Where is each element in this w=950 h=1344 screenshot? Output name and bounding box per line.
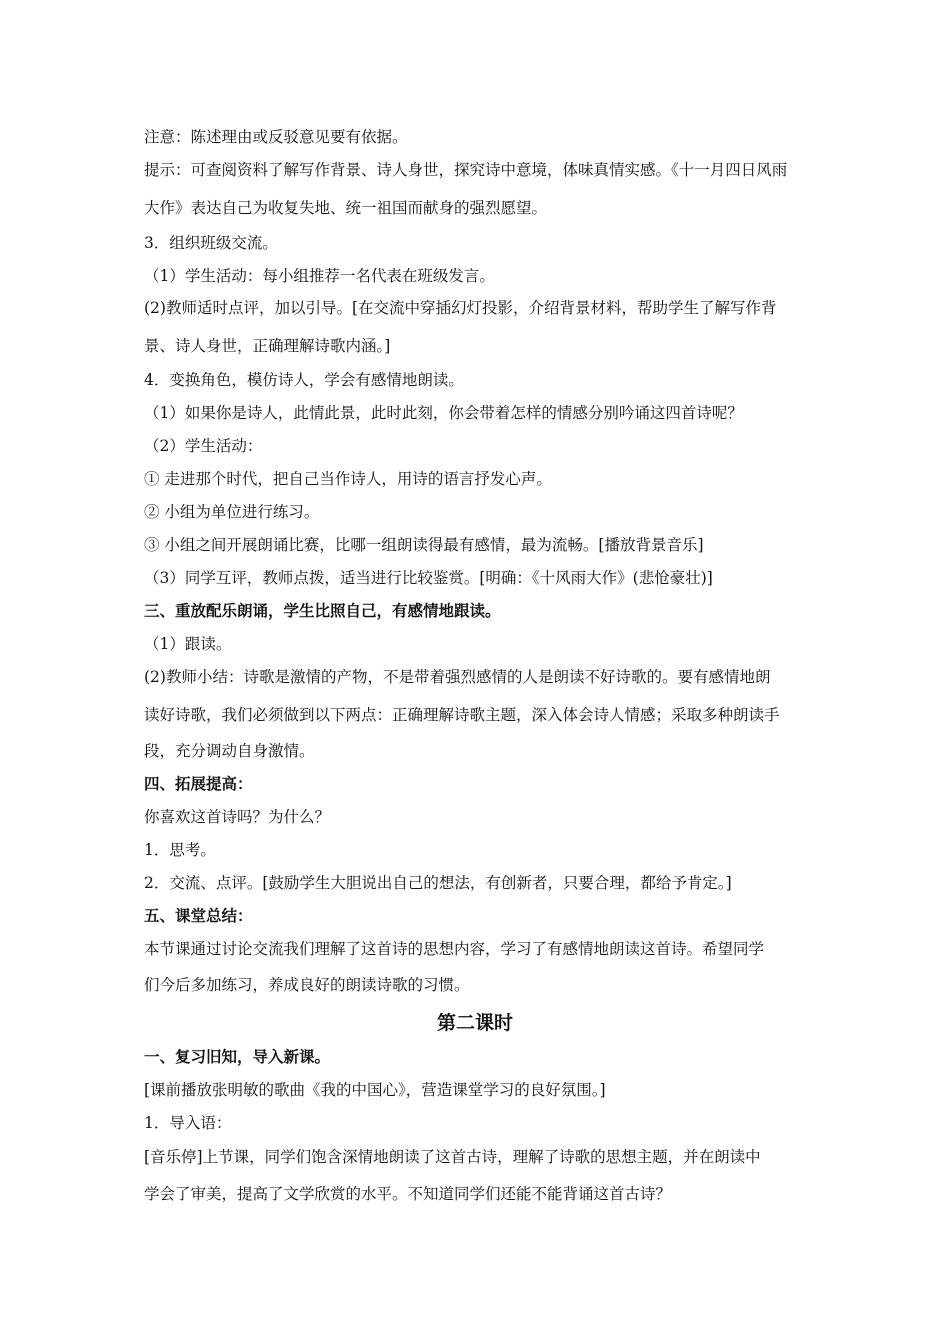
section-3-heading: 三、重放配乐朗诵，学生比照自己，有感情地跟读。	[144, 602, 501, 620]
note-line: 注意：陈述理由或反驳意见要有依据。	[144, 128, 408, 146]
follow-read-line: （1）跟读。	[144, 635, 232, 653]
section-4-heading: 四、拓展提高：	[144, 775, 253, 793]
pre-class-line: [课前播放张明敏的歌曲《我的中国心》，营造课堂学习的良好氛围。]	[144, 1081, 606, 1099]
think-line: 1．思考。	[144, 841, 216, 859]
music-stop-line-1: [音乐停]上节课，同学们饱含深情地朗读了这首古诗，理解了诗歌的思想主题，并在朗读中	[144, 1148, 761, 1166]
question-2-line: 你喜欢这首诗吗？为什么？	[144, 808, 331, 826]
review-heading: 一、复习旧知，导入新课。	[144, 1048, 331, 1066]
activity-item-3: ③ 小组之间开展朗诵比赛，比哪一组朗读得最有感情，最为流畅。[播放背景音乐]	[144, 536, 704, 554]
intro-line: 1．导入语：	[144, 1114, 232, 1132]
lesson-2-title: 第二课时	[436, 1012, 513, 1034]
conclusion-line-1: 本节课通过讨论交流我们理解了这首诗的思想内容，学习了有感情地朗读这首诗。希望同学	[144, 940, 765, 958]
teacher-comment-line-2: 景、诗人身世，正确理解诗歌内涵。]	[144, 337, 391, 355]
summary-line-3: 段，充分调动自身激情。	[144, 742, 315, 760]
conclusion-line-2: 们今后多加练习，养成良好的朗读诗歌的习惯。	[144, 976, 470, 994]
teacher-comment-line-1: (2)教师适时点评，加以引导。[在交流中穿插幻灯投影，介绍背景材料，帮助学生了解写作背	[144, 299, 777, 317]
hint-line-2: 大作》表达自己为收复失地、统一祖国而献身的强烈愿望。	[144, 199, 548, 217]
summary-line-1: (2)教师小结：诗歌是激情的产物，不是带着强烈感情的人是朗读不好诗歌的。要有感情地朗	[144, 668, 771, 686]
student-activity-line: （1）学生活动：每小组推荐一名代表在班级发言。	[144, 267, 495, 285]
summary-line-2: 读好诗歌，我们必须做到以下两点：正确理解诗歌主题，深入体会诗人情感；采取多种朗读手	[144, 706, 780, 724]
section-5-heading: 五、课堂总结：	[144, 907, 253, 925]
step-4-line: 4．变换角色，模仿诗人，学会有感情地朗读。	[144, 371, 464, 389]
activity-item-2: ② 小组为单位进行练习。	[144, 503, 320, 521]
peer-review-line: （3）同学互评，教师点拨，适当进行比较鉴赏。[明确：《十风雨大作》(悲怆豪壮)]	[144, 569, 713, 587]
student-activity-2-line: （2）学生活动：	[144, 437, 263, 455]
hint-line-1: 提示：可查阅资料了解写作背景、诗人身世，探究诗中意境，体味真情实感。《十一月四日风雨	[144, 161, 788, 179]
activity-item-1: ① 走进那个时代，把自己当作诗人，用诗的语言抒发心声。	[144, 470, 552, 488]
music-stop-line-2: 学会了审美，提高了文学欣赏的水平。不知道同学们还能不能背诵这首古诗？	[144, 1185, 672, 1203]
step-3-line: 3．组织班级交流。	[144, 234, 278, 252]
question-line: （1）如果你是诗人，此情此景，此时此刻，你会带着怎样的情感分别吟诵这四首诗呢？	[144, 404, 743, 422]
exchange-line: 2．交流、点评。[鼓励学生大胆说出自己的想法，有创新者，只要合理，都给予肯定。]	[144, 874, 732, 892]
